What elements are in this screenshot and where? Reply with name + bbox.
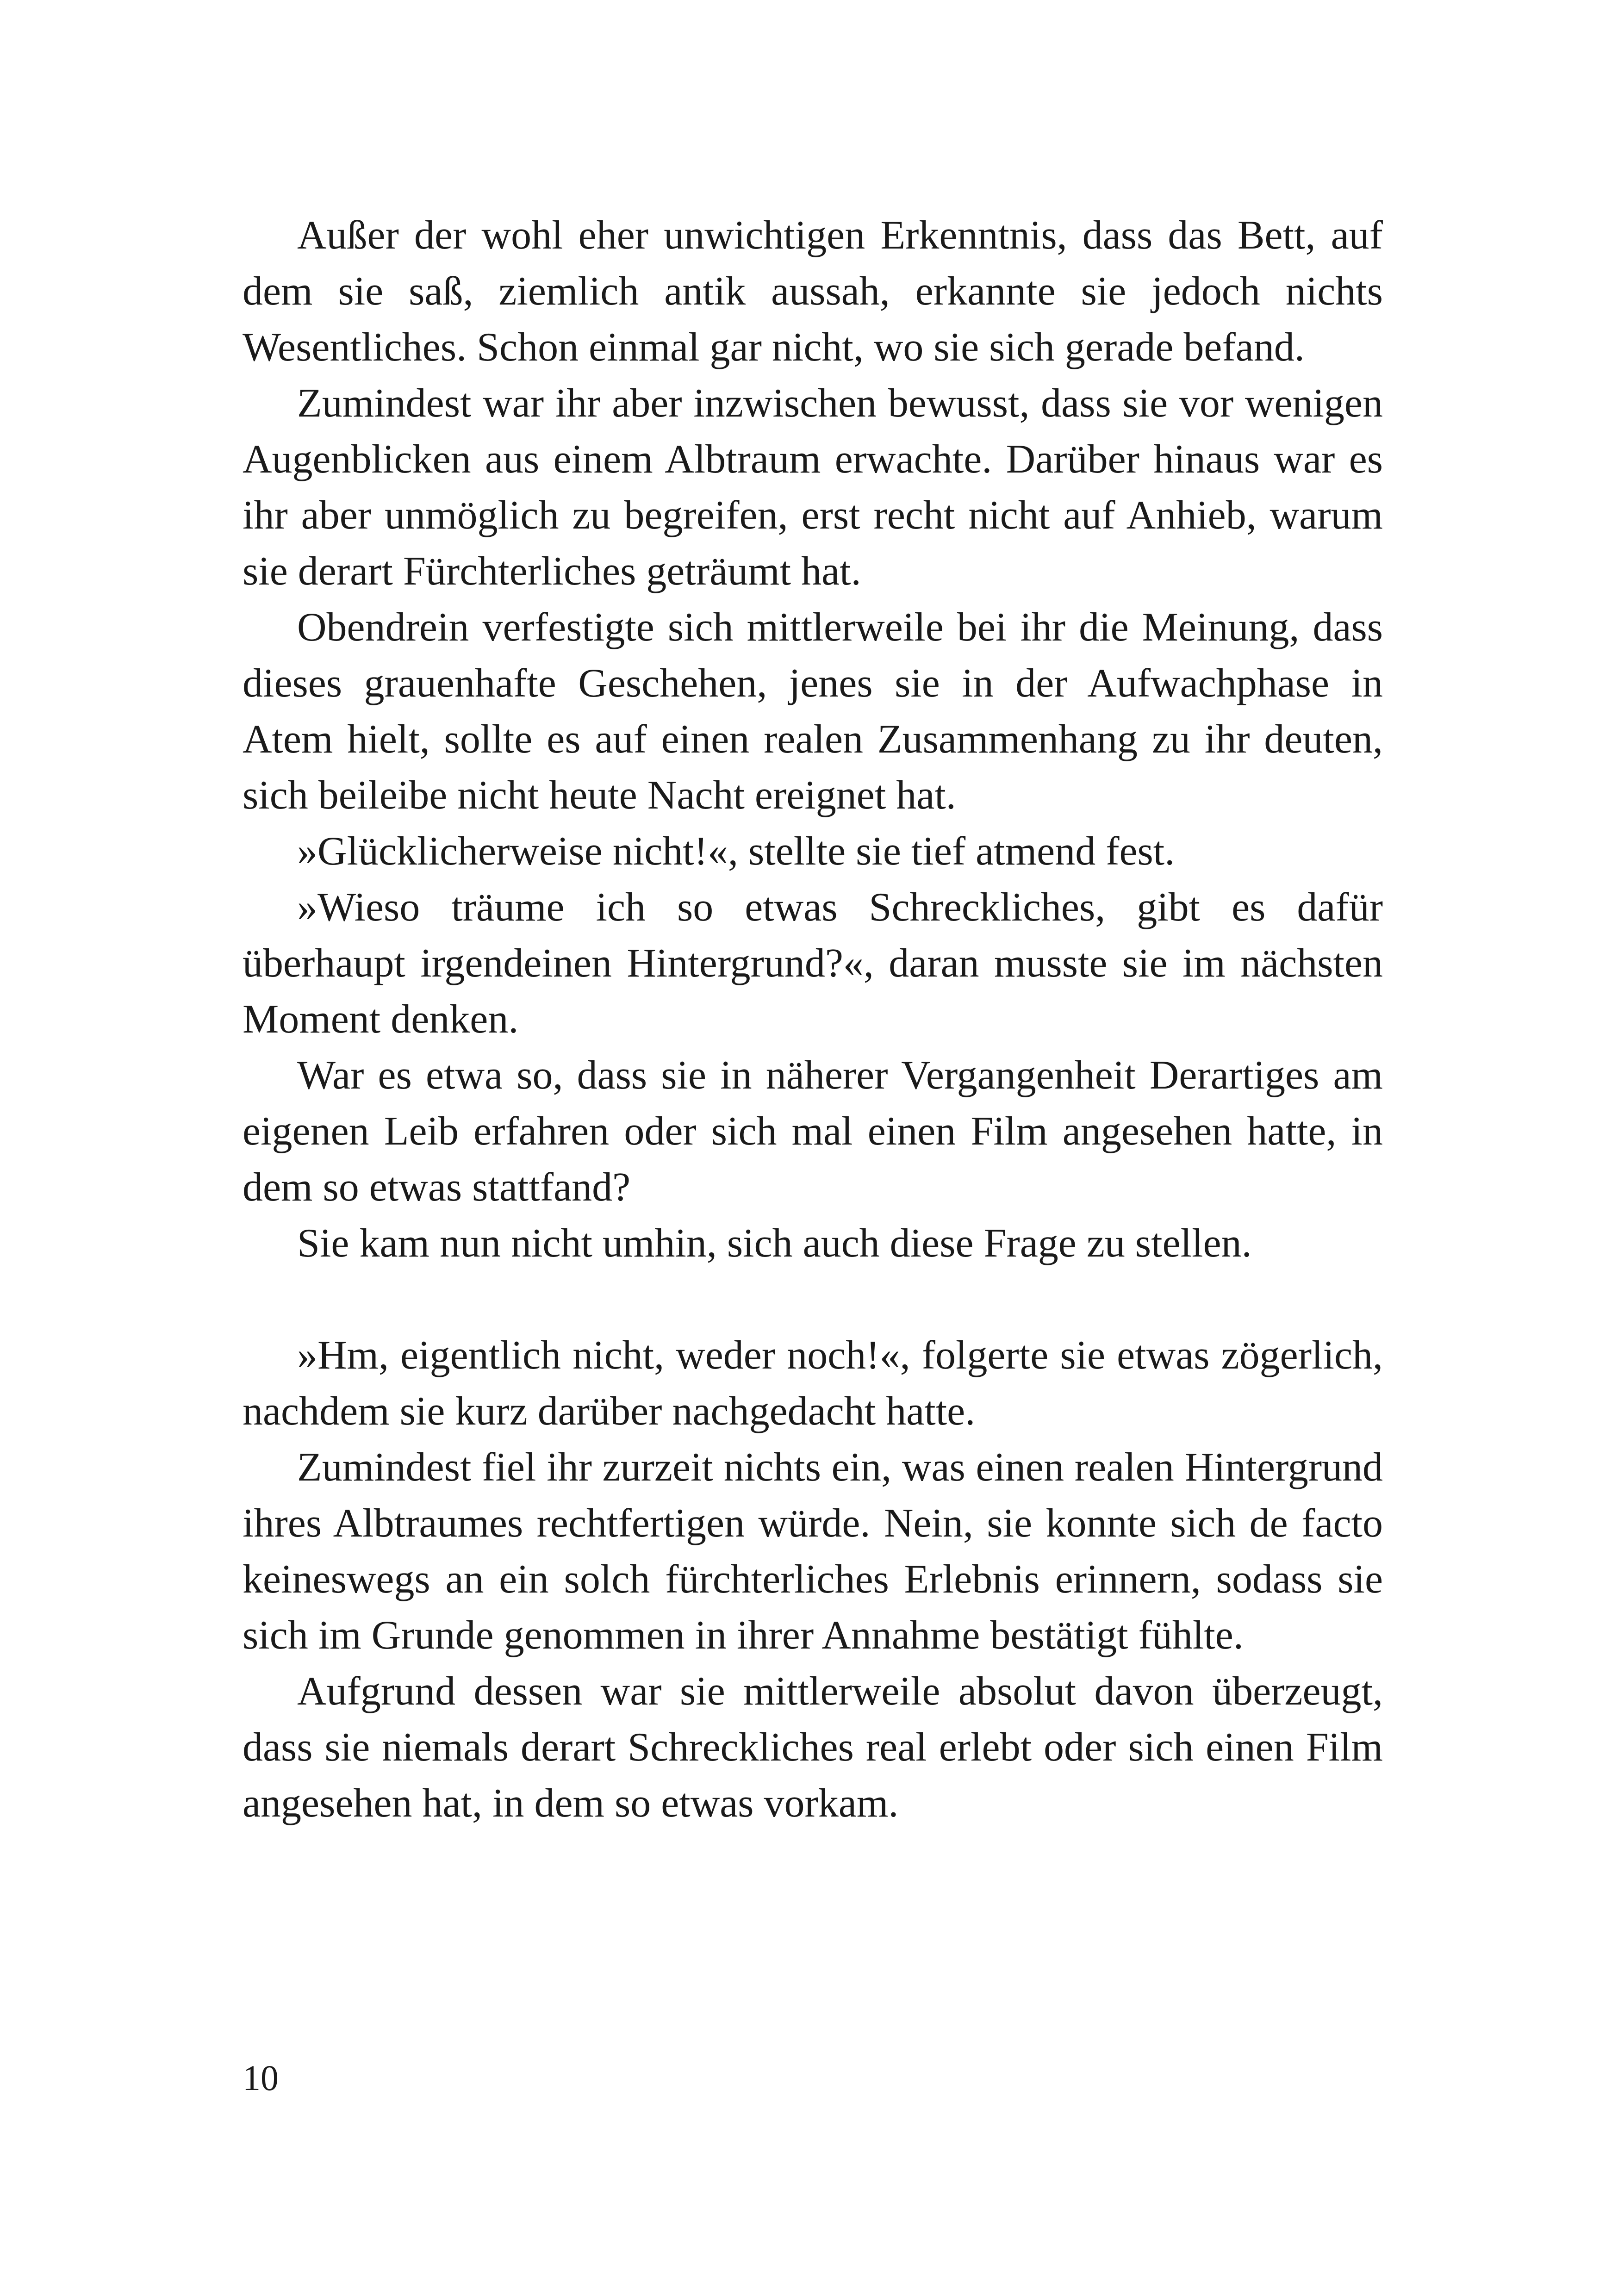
paragraph-3: Obendrein verfestigte sich mittlerweile bei ihr die Meinung, dass dieses grauenhafte Geschehen, jenes sie in der Aufwachphase in Atem hielt, sollte es auf einen realen Zusammenhang zu ihr deuten, sich beileibe nicht heute Nacht ereignet hat. <box>243 605 1383 818</box>
body-text <box>243 207 1383 1831</box>
paragraph-2: Zumindest war ihr aber inzwischen bewusst, dass sie vor wenigen Augenblicken aus einem Albtraum erwachte. Darüber hinaus war es ihr aber unmöglich zu begreifen, erst recht nicht auf Anhieb, warum sie derart Fürchterliches geträumt hat. <box>243 381 1383 594</box>
paragraph-10: Aufgrund dessen war sie mittlerweile absolut davon überzeugt, dass sie niemals derart Schreckliches real erlebt oder sich einen Film angesehen hat, in dem so etwas vorkam. <box>243 1669 1383 1826</box>
paragraph-4: »Glücklicherweise nicht!«, stellte sie tief atmend fest. <box>297 829 1175 874</box>
paragraph-1: Außer der wohl eher unwichtigen Erkenntnis, dass das Bett, auf dem sie saß, ziemlich antik aussah, erkannte sie jedoch nichts Wesentliches. Schon einmal gar nicht, wo sie sich gerade befand. <box>243 213 1383 370</box>
paragraph-5: »Wieso träume ich so etwas Schreckliches, gibt es dafür überhaupt irgendeinen Hintergrund?«, daran musste sie im nächsten Moment denken. <box>243 885 1383 1042</box>
paragraph-9: Zumindest fiel ihr zurzeit nichts ein, was einen realen Hintergrund ihres Albtraumes rechtfertigen würde. Nein, sie konnte sich de facto keineswegs an ein solch fürchterliches Erlebnis erinnern, sodass sie sich im Grunde genommen in ihrer Annahme bestätigt fühlte. <box>243 1445 1383 1658</box>
paragraph-8: »Hm, eigentlich nicht, weder noch!«, folgerte sie etwas zögerlich, nachdem sie kurz darüber nachgedacht hatte. <box>243 1333 1383 1434</box>
paragraph-7: Sie kam nun nicht umhin, sich auch diese Frage zu stellen. <box>297 1221 1252 1266</box>
paragraph-6: War es etwa so, dass sie in näherer Vergangenheit Derartiges am eigenen Leib erfahren oder sich mal einen Film angesehen hatte, in dem so etwas stattfand? <box>243 1053 1383 1210</box>
page-number: 10 <box>243 2058 279 2098</box>
